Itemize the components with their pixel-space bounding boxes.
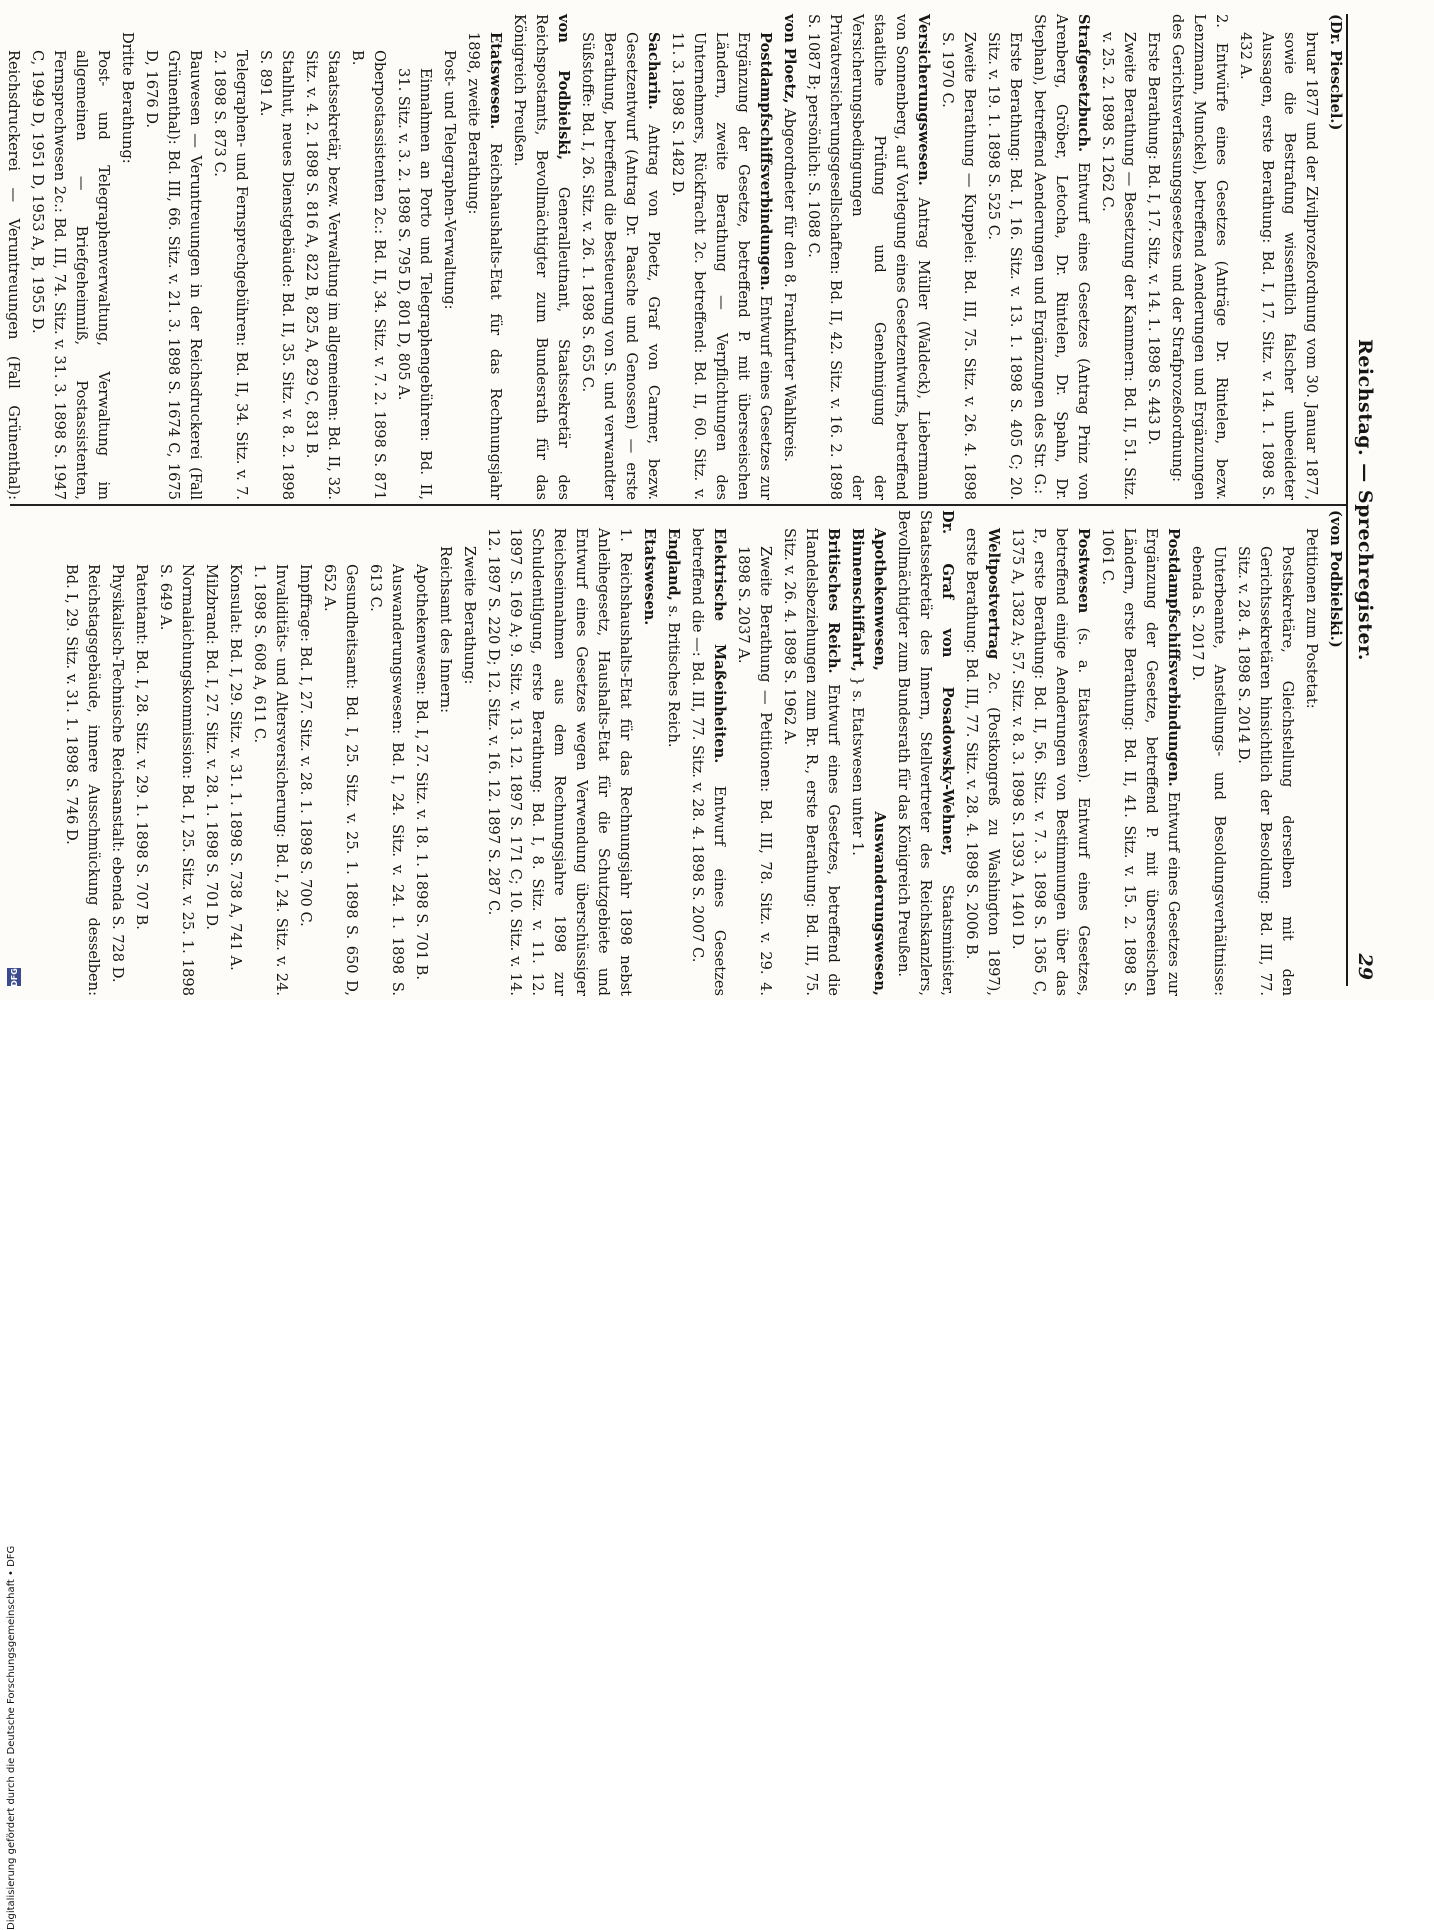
register-entry — [576, 14, 664, 500]
left-column — [5, 14, 1346, 500]
register-entry: Einnahmen an Porto und Telegraphengebühren: Bd. II, 31. Sitz. v. 3. 2. 1898 S. 795 D, 801 D, 805 A. — [395, 68, 434, 500]
entry-text: Entwurf eines Gesetzes zur Ergänzung der Gesetze, betreffend P. mit überseeischen Ländern, erste Berathung: Bd. II, 41. Sitz. v. 15. 2. 1898 S. 1061 C. — [1099, 528, 1182, 996]
register-entry — [960, 510, 1004, 996]
register-entry: Zweite Berathung — Kuppelei: Bd. III, 75. Sitz. v. 26. 4. 1898 S. 1970 C. — [939, 32, 978, 500]
entry-heading: (von Podbielski.) — [1327, 510, 1344, 648]
register-entry — [1096, 510, 1184, 996]
register-entry — [508, 14, 574, 500]
register-entry — [1028, 14, 1094, 500]
entry-text: Abgeordneter für den 8. Frankfurter Wahlkreis. — [781, 103, 798, 462]
register-entry: Reichsdruckerei — Veruntreuungen (Fall Grünenthal): — [5, 50, 22, 500]
register-entry — [666, 14, 776, 500]
entry-lead-term: England, — [665, 528, 682, 601]
register-entry: Reichsamt des Innern: — [437, 546, 454, 713]
register-entry: Zweite Berathung — Besetzung der Kammern: Bd. II, 51. Sitz. v. 25. 2. 1898 S. 1262 C. — [1099, 32, 1138, 500]
entry-lead-term: Dr. Graf von Posadowsky-Wehner, — [939, 510, 956, 856]
register-entry: Zweite Berathung — Petitionen: Bd. III, 78. Sitz. v. 29. 4. 1898 S. 2037 A. — [735, 546, 774, 996]
register-entry: Zweite Berathung: — [461, 546, 478, 685]
entry-text: s. Britisches Reich. — [665, 600, 682, 748]
footer-credit-text: Digitalisierung gefördert durch die Deutsche Forschungsgemeinschaft • DFG — [6, 1545, 17, 1930]
entry-text: (s. a. Etatswesen). Entwurf eines Gesetzes, betreffend einige Aenderungen von Bestimmungen über das P., erste Berathung: Bd. II, 56. Sitz. v. 7. 3. 1898 S. 1365 C, 1375 A, 1382 A; 57. Sitz. v. 8. 3. 1898 S. 1393 A, 1401 D. — [1009, 528, 1092, 996]
register-entry — [1324, 510, 1346, 996]
entry-text: Entwurf eines Gesetzes betreffend die —: Bd. III, 77. Sitz. v. 28. 4. 1898 S. 2007 C. — [689, 528, 728, 996]
register-entry: Oberpostassistenten 2c.: Bd. II, 34. Sitz. v. 7. 2. 1898 S. 871 B. — [349, 50, 388, 500]
register-entry: Telegraphen- und Fernsprechgebühren: Bd. II, 34. Sitz. v. 7. 2. 1898 S. 873 C. — [211, 50, 250, 500]
register-entry: Invaliditäts- und Altersversicherung: Bd. I, 24. Sitz. v. 24. 1. 1898 S. 608 A, 611 C. — [251, 564, 290, 996]
register-entry: Post- und Telegraphenverwaltung, Verwaltung im allgemeinen — Briefgeheimniß, Postassistenten, Fernsprechwesen 2c.: Bd. III, 74. Sitz. v. 31. 3. 1898 S. 1947 C, 1949 D, 1951 D, 1953 A, B, 1955 D. — [29, 50, 112, 500]
entry-lead-term: Sacharin. — [645, 32, 662, 110]
register-entry — [846, 510, 890, 996]
right-column — [10, 510, 1346, 996]
entry-heading: (Dr. Pieschel.) — [1327, 14, 1344, 131]
register-entry: Dritte Berathung: — [119, 32, 136, 164]
page-header — [1346, 14, 1382, 986]
entry-text: 2c. (Postkongreß zu Washington 1897), erste Berathung: Bd. III, 77. Sitz. v. 28. 4. 1898 S. 2006 B. — [963, 528, 1002, 996]
entry-lead-term: Strafgesetzbuch. — [1075, 14, 1092, 153]
register-entry: Patentamt: Bd. I, 28. Sitz. v. 29. 1. 1898 S. 707 B. — [133, 564, 150, 930]
entry-text: Antrag von Ploetz, Graf von Carmer, bezw. Gesetzentwurf (Antrag Dr. Paasche und Genossen) — erste Berathung, betreffend die Besteuerung von S. und verwandter Süßstoffe: Bd. I, 26. Sitz. v. 26. 1. 1898 S. 655 C. — [579, 32, 662, 500]
entry-text: Generalleutnant, Staatssekretär des Reichspostamts, Bevollmächtigter zum Bundesrath für das Königreich Preußen. — [511, 14, 572, 500]
entry-text: Entwurf eines Gesetzes, betreffend die Handelsbeziehungen zum Br. R., erste Berathung: Bd. III, 75. Sitz. v. 26. 4. 1898 S. 1962 A. — [781, 528, 842, 996]
entry-lead-term: Postwesen — [1075, 528, 1092, 614]
entry-lead-term: Apothekenwesen, Auswanderungswesen, Binnenschiffahrt, — [849, 528, 888, 996]
entry-lead-term: Weltpostvertrag — [985, 528, 1002, 660]
register-entry — [778, 14, 800, 500]
register-entry: Post- und Telegraphen-Verwaltung: — [441, 50, 458, 310]
register-entry — [1324, 14, 1346, 500]
register-entry: Bauwesen — Veruntreuungen in der Reichsdruckerei (Fall Grünenthal): Bd. III, 66. Sitz. v. 21. 3. 1898 S. 1674 C, 1675 D, 1676 D. — [143, 50, 204, 500]
dfg-logo-icon: DFG — [7, 968, 21, 986]
column-divider — [10, 504, 1346, 506]
register-entry: Postsekretäre, Gleichstellung derselben mit den Gerichtssekretären hinsichtlich der Besoldung: Bd. III, 77. Sitz. v. 28. 4. 1898 S. 2014 D. — [1235, 546, 1296, 996]
register-entry — [1006, 510, 1094, 996]
entry-lead-term: Elektrische Maßeinheiten. — [711, 528, 728, 764]
register-entry: Milzbrand: Bd. I, 27. Sitz. v. 28. 1. 1898 S. 701 D. — [203, 564, 220, 931]
entry-text: Antrag Müller (Waldeck), Liebermann von Sonnenberg, auf Vorlegung eines Gesetzentwurfs, betreffend staatliche Prüfung und Genehmigung der Versicherungsbedingungen der Privatversicherungsgesellschaften: Bd. II, 42. Sitz. v. 16. 2. 1898 S. 1087 B; persönlich: S. 1088 C. — [805, 14, 932, 500]
entry-lead-term: Versicherungswesen. — [915, 14, 932, 186]
page-number: 29 — [1354, 953, 1376, 980]
entry-lead-term: Postdampfschiffsverbindungen. — [757, 32, 774, 291]
register-entry — [802, 14, 934, 500]
register-entry: Staatssekretär, bezw. Verwaltung im allgemeinen: Bd. II, 32. Sitz. v. 4. 2. 1898 S. 816 A, 822 B, 825 A, 829 C, 831 B. — [303, 50, 342, 500]
register-entry — [662, 510, 684, 996]
entry-lead-term: von Ploetz, — [781, 14, 798, 104]
entry-lead-term: von Podbielski, — [555, 14, 572, 161]
register-entry — [778, 510, 844, 996]
register-entry: Physikalisch-Technische Reichsanstalt: ebenda S. 728 D. — [109, 564, 126, 983]
entry-lead-term: Etatswesen. — [641, 528, 658, 626]
page-title: Reichstag. — Sprechregister. — [1354, 339, 1376, 661]
register-entry: Erste Berathung: Bd. I, 16. Sitz. v. 13. 1. 1898 S. 405 C; 20. Sitz. v. 19. 1. 1898 S. 525 C. — [985, 32, 1024, 500]
register-entry — [892, 510, 958, 996]
register-entry: Unterbeamte, Anstellungs- und Besoldungsverhältnisse: ebenda S. 2017 D. — [1189, 546, 1228, 996]
register-entry: bruar 1877 und der Zivilprozeßordnung vom 30. Januar 1877, sowie die Bestrafung wissentlich falscher unbeeideter Aussagen, erste Berathung: Bd. I, 17. Sitz. v. 14. 1. 1898 S. 432 A. — [1237, 32, 1320, 500]
entry-lead-term: Britisches Reich. — [825, 528, 842, 674]
register-entry: 1. Reichshaushalts-Etat für das Rechnungsjahr 1898 nebst Anleihegesetz, Haushalts-Etat für die Schutzgebiete und Entwurf eines Gesetzes wegen Verwendung überschüssiger Reichseinnahmen aus dem Rechnungsjahre 1898 zur Schuldentilgung, erste Berathung: Bd. I, 8. Sitz. v. 11. 12. 1897 S. 169 A; 9. Sitz. v. 13. 12. 1897 S. 171 C; 10. Sitz. v. 14. 12. 1897 S. 220 D; 12. Sitz. v. 16. 12. 1897 S. 287 C. — [485, 528, 634, 996]
entry-text: Reichshaushalts-Etat für das Rechnungsjahr 1898, zweite Berathung: — [465, 32, 504, 500]
entry-text: Entwurf eines Gesetzes zur Ergänzung der Gesetze, betreffend P. mit überseeischen Ländern, zweite Berathung — Verpflichtungen des Unternehmers, Rückfracht 2c. betreffend: Bd. II, 60. Sitz. v. 11. 3. 1898 S. 1482 D. — [669, 32, 774, 500]
register-entry: Stahlhut, neues Dienstgebäude: Bd. II, 35. Sitz. v. 8. 2. 1898 S. 891 A. — [257, 50, 296, 500]
register-entry: Reichstagsgebäude, innere Ausschmückung desselben: Bd. I, 29. Sitz. v. 31. 1. 1898 S. 746 D. — [63, 564, 102, 996]
register-entry: Erste Berathung: Bd. I, 17. Sitz. v. 14. 1. 1898 S. 443 D. — [1145, 32, 1162, 446]
register-entry: Gesundheitsamt: Bd. I, 25. Sitz. v. 25. 1. 1898 S. 650 D, 652 A. — [321, 564, 360, 996]
register-entry — [686, 510, 730, 996]
entry-text: Staatsminister, Staatssekretär des Innern, Stellvertreter des Reichskanzlers, Bevollmächtigter zum Bundesrath für das Königreich Preußen. — [895, 510, 956, 996]
register-entry: Impffrage: Bd. I, 27. Sitz. v. 28. 1. 1898 S. 700 C. — [297, 564, 314, 927]
entry-lead-term: Postdampfschiffsverbindungen. — [1165, 528, 1182, 787]
register-entry: Auswanderungswesen: Bd. I, 24. Sitz. v. 24. 1. 1898 S. 613 C. — [367, 564, 406, 996]
register-entry: Petitionen zum Postetat: — [1303, 528, 1320, 709]
entry-text: Entwurf eines Gesetzes (Antrag Prinz von Arenberg, Gröber, Letocha, Dr. Rintelen, Dr. Spahn, Dr. Stephan), betreffend Aenderungen und Ergänzungen des Str. G.: — [1031, 14, 1092, 500]
entry-text: } s. Etatswesen unter 1. — [849, 671, 866, 856]
register-entry: Apothekenwesen: Bd. I, 27. Sitz. v. 18. 1. 1898 S. 701 B. — [413, 564, 430, 980]
register-entry: Konsulat: Bd. I, 29. Sitz. v. 31. 1. 1898 S. 738 A, 741 A. — [227, 564, 244, 971]
register-entry — [462, 14, 506, 500]
register-entry — [638, 510, 660, 996]
register-entry: 2. Entwürfe eines Gesetzes (Anträge Dr. Rintelen, bezw. Lenzmann, Munckel), betreffend Aenderungen und Ergänzungen des Gerichtsverfassungsgesetzes und der Strafprozeßordnung: — [1169, 14, 1230, 500]
text-columns — [5, 14, 1346, 996]
entry-lead-term: Etatswesen. — [487, 32, 504, 130]
register-entry: Normalaichungskommission: Bd. I, 25. Sitz. v. 25. 1. 1898 S. 649 A. — [157, 564, 196, 996]
